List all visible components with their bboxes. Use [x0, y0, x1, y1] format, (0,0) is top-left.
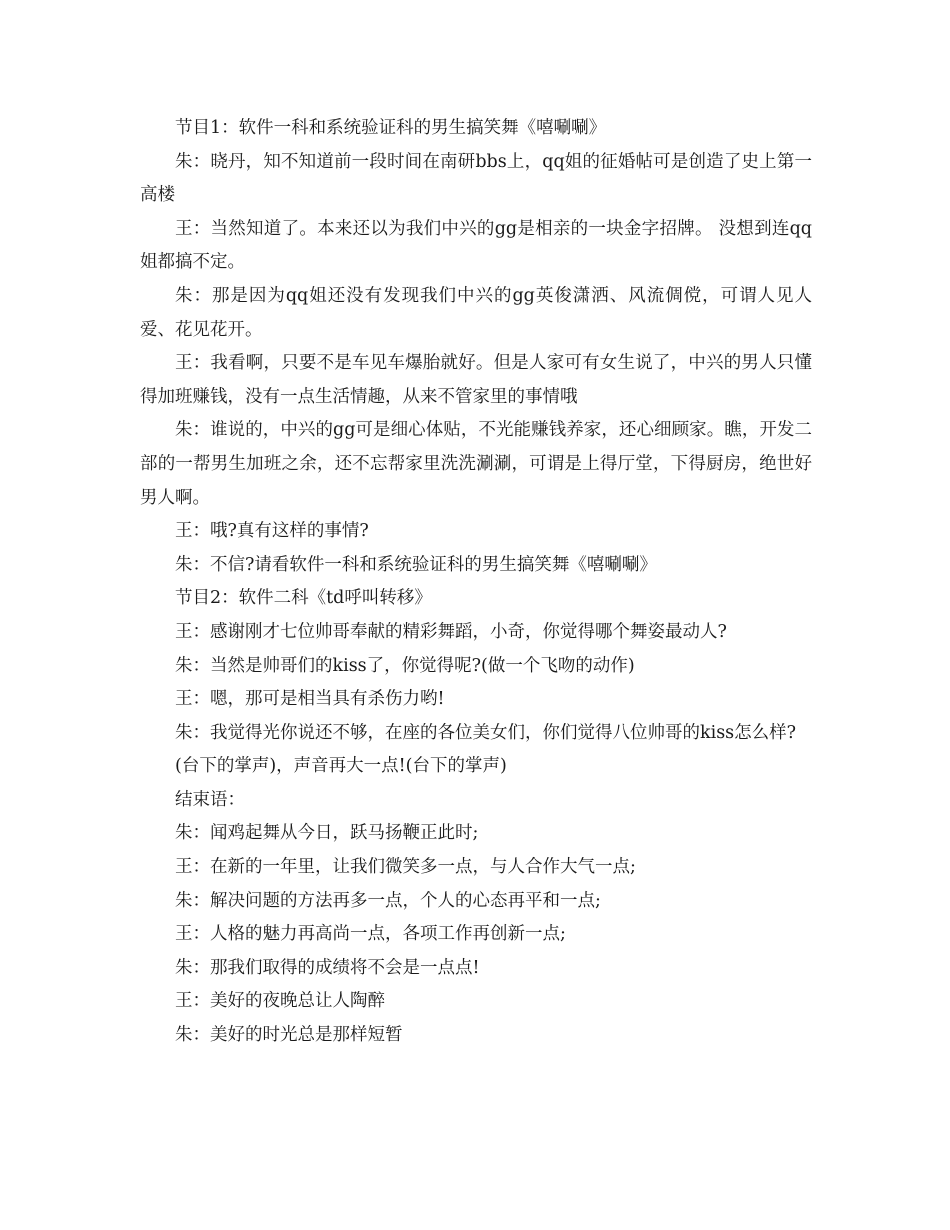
paragraph-dialogue: 朱：我觉得光你说还不够，在座的各位美女们，你们觉得八位帅哥的kiss怎么样?: [175, 722, 797, 743]
paragraph-dialogue: 王：当然知道了。本来还以为我们中兴的gg是相亲的一块金字招牌。 没想到连qq姐都搞不定。: [140, 218, 812, 273]
paragraph-dialogue: 王：嗯，那可是相当具有杀伤力哟!: [175, 689, 445, 710]
paragraph-dialogue: 王：人格的魅力再高尚一点，各项工作再创新一点;: [175, 924, 566, 945]
paragraph-closing-title: 结束语：: [175, 789, 245, 810]
paragraph-dialogue: 王：哦?真有这样的事情?: [175, 521, 369, 542]
paragraph-dialogue: 王：在新的一年里，让我们微笑多一点，与人合作大气一点;: [175, 857, 636, 878]
paragraph-dialogue: 王：我看啊，只要不是车见车爆胎就好。但是人家可有女生说了，中兴的男人只懂得加班赚钱，没有一点生活情趣，从来不管家里的事情哦: [140, 353, 812, 407]
paragraph-program-2-title: 节目2：软件二科《td呼叫转移》: [175, 588, 432, 609]
paragraph-dialogue: 朱：闻鸡起舞从今日，跃马扬鞭正此时;: [175, 823, 479, 844]
paragraph-stage-direction: (台下的掌声)，声音再大一点!(台下的掌声): [175, 756, 507, 777]
paragraph-dialogue: 朱：那我们取得的成绩将不会是一点点!: [175, 957, 480, 978]
paragraph-dialogue: 朱：那是因为qq姐还没有发现我们中兴的gg英俊潇洒、风流倜傥，可谓人见人爱、花见花开。: [140, 285, 812, 340]
paragraph-dialogue: 朱：不信?请看软件一科和系统验证科的男生搞笑舞《嘻唰唰》: [175, 554, 657, 575]
paragraph-dialogue: 朱：晓丹，知不知道前一段时间在南研bbs上，qq姐的征婚帖可是创造了史上第一高楼: [140, 151, 812, 206]
paragraph-dialogue: 朱：谁说的，中兴的gg可是细心体贴，不光能赚钱养家，还心细顾家。瞧，开发二部的一帮男生加班之余，还不忘帮家里洗洗涮涮，可谓是上得厅堂，下得厨房，绝世好男人啊。: [140, 420, 812, 508]
paragraph-dialogue: 朱：当然是帅哥们的kiss了，你觉得呢?(做一个飞吻的动作): [175, 655, 635, 676]
paragraph-dialogue: 朱：美好的时光总是那样短暂: [175, 1025, 403, 1046]
paragraph-dialogue: 王：美好的夜晚总让人陶醉: [175, 991, 385, 1012]
document-body: [140, 112, 812, 1053]
paragraph-program-1-title: 节目1：软件一科和系统验证科的男生搞笑舞《嘻唰唰》: [175, 118, 607, 138]
paragraph-dialogue: 王：感谢刚才七位帅哥奉献的精彩舞蹈，小奇，你觉得哪个舞姿最动人?: [175, 621, 727, 642]
paragraph-dialogue: 朱：解决问题的方法再多一点，个人的心态再平和一点;: [175, 890, 601, 911]
